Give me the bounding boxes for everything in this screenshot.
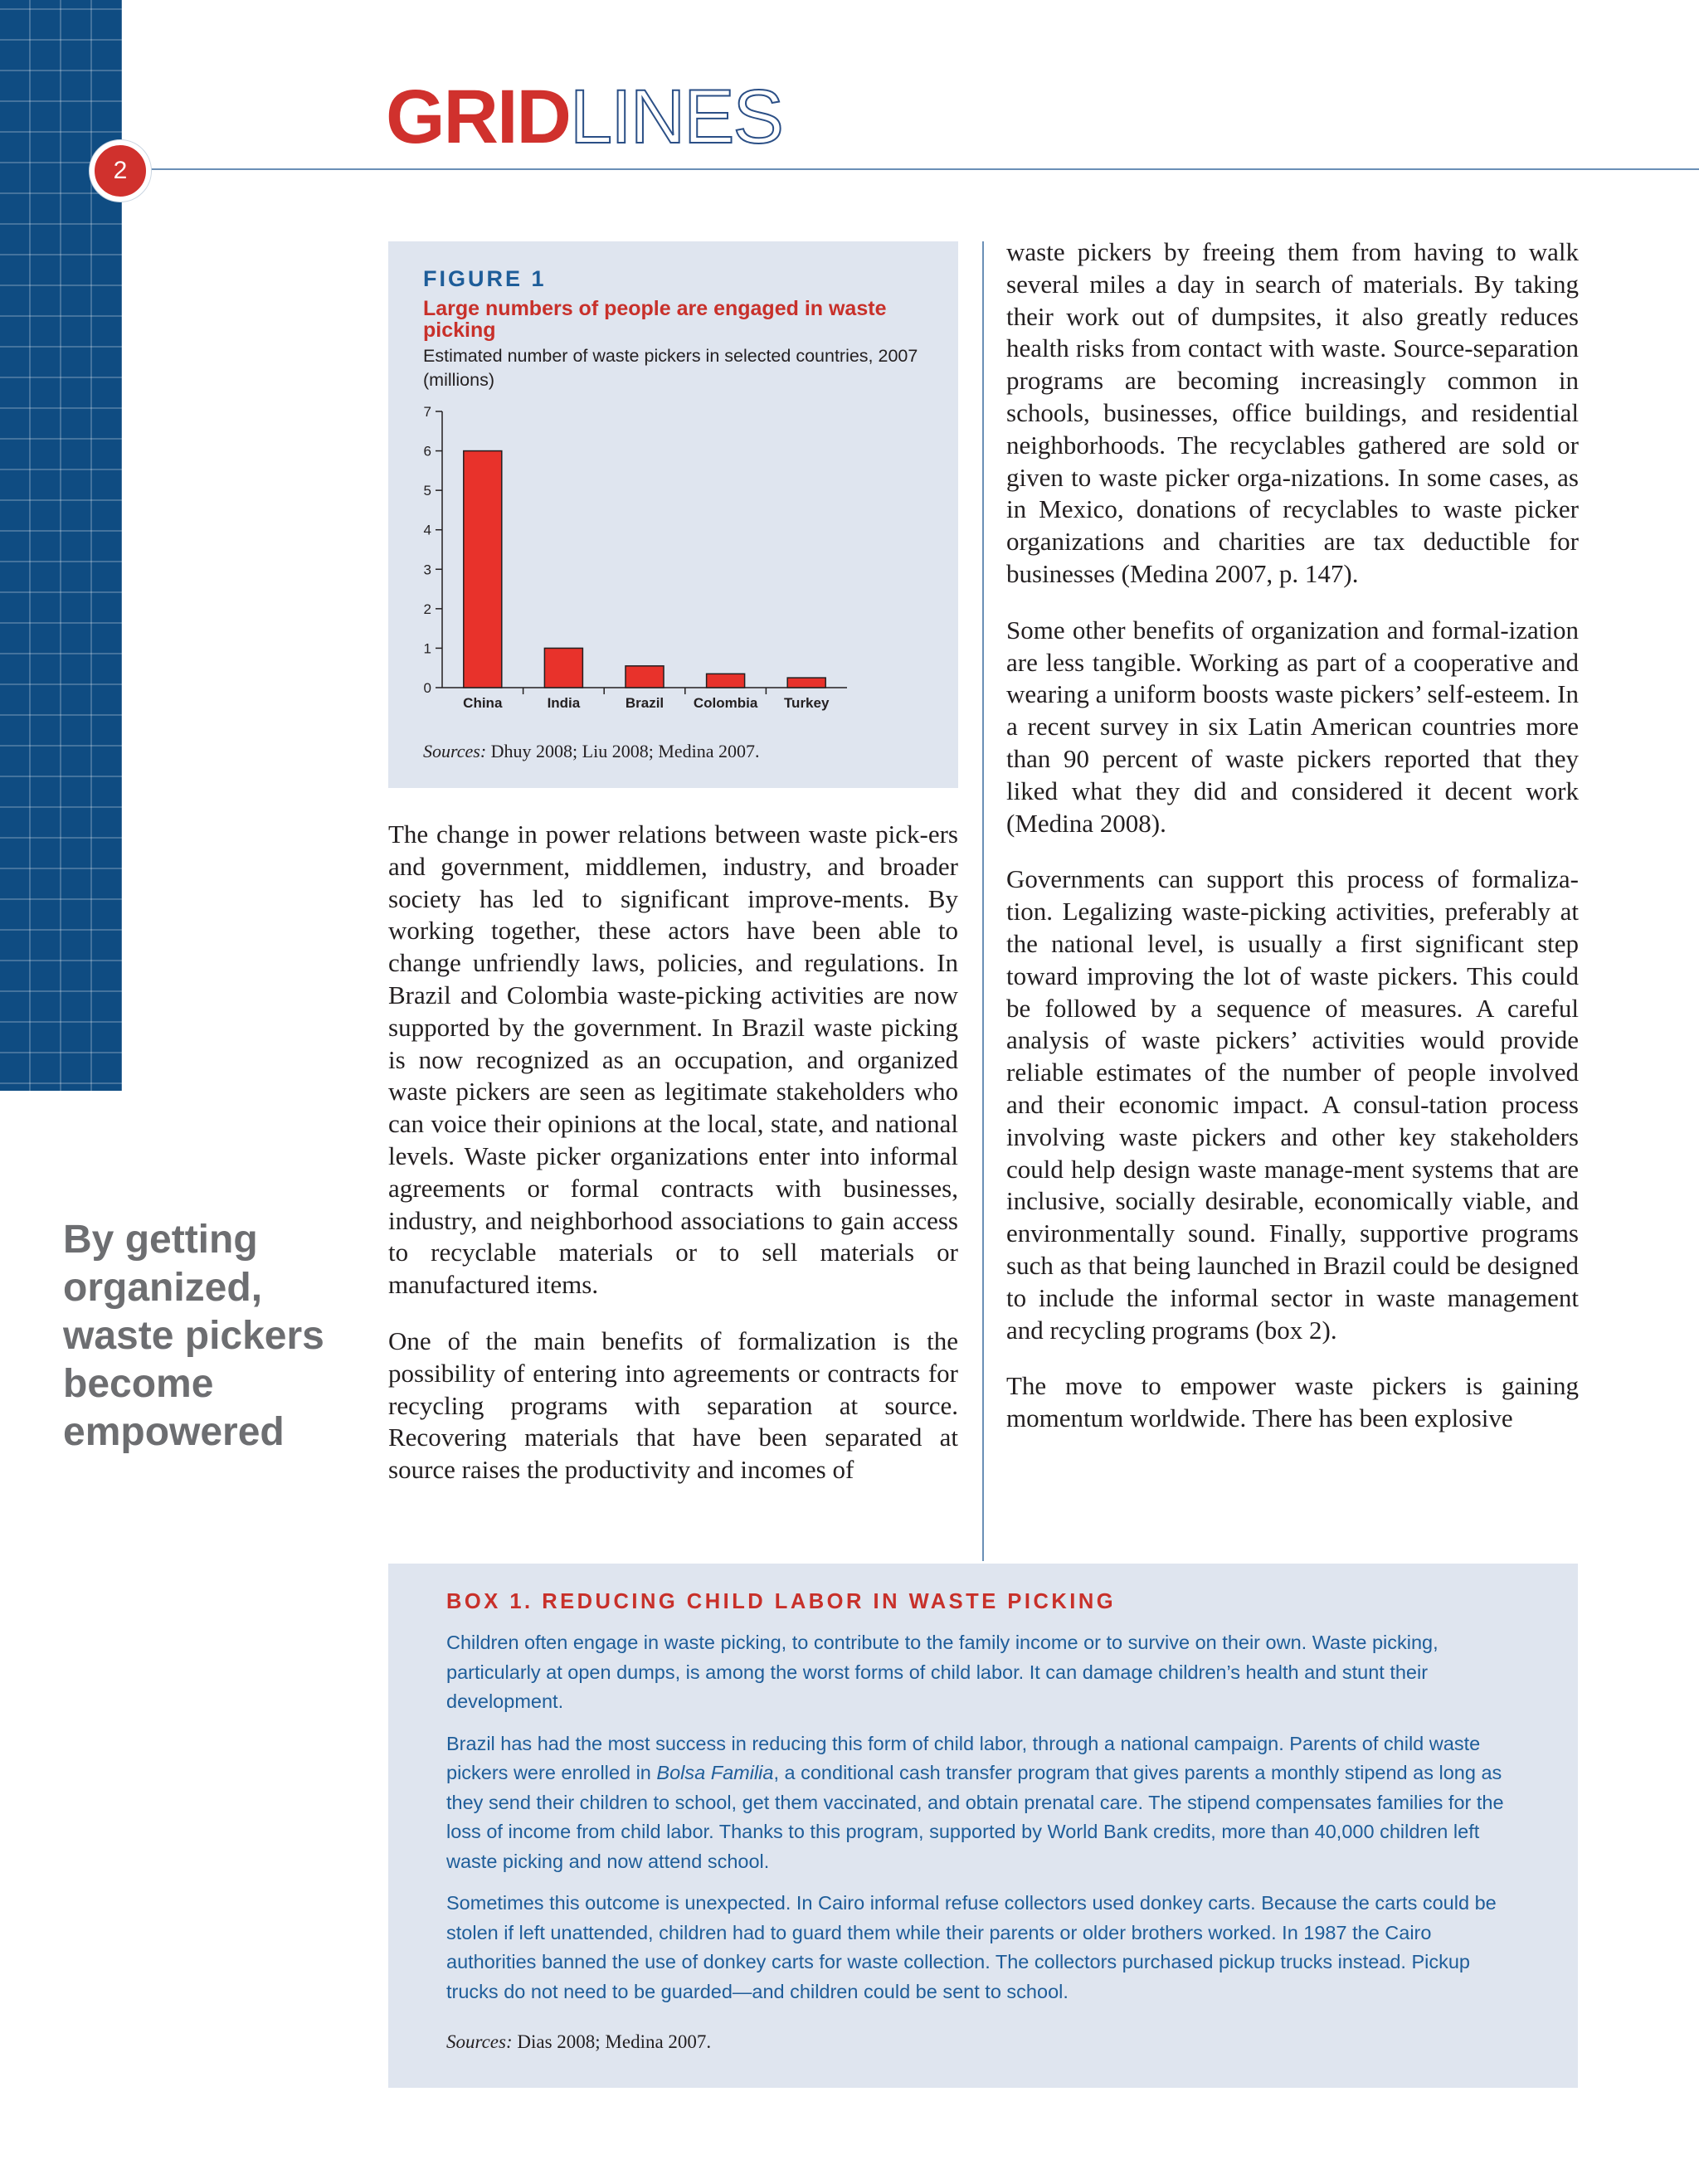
right-text-column xyxy=(1006,236,1579,1435)
x-label-china: China xyxy=(463,695,503,711)
figure-sources-label: Sources: xyxy=(423,741,487,761)
page-number-badge: 2 xyxy=(90,140,151,202)
bar-china xyxy=(464,451,502,688)
header-rule xyxy=(100,168,1699,170)
right-paragraph-1: waste pickers by freeing them from having to walk several miles a day in search of materials. By taking their work out of dumpsites, it also greatly reduces health risks from contact with waste. Source-separation programs are becoming increasingly common in schools, businesses, office buildings, and residential neighborhoods. The recyclables gathered are sold or given to waste picker orga-nizations. In some cases, as in Mexico, donations of recyclables to waste picker organizations and charities are tax deductible for businesses (Medina 2007, p. 147). xyxy=(1006,237,1579,588)
box-1-paragraph-2 xyxy=(446,1729,1521,1877)
left-text-column xyxy=(388,819,958,1486)
box-1-sources xyxy=(446,2031,711,2053)
masthead-bold: GRID xyxy=(386,75,570,159)
bar-india xyxy=(544,648,582,688)
x-label-turkey: Turkey xyxy=(783,695,830,711)
figure-sources-text: Dhuy 2008; Liu 2008; Medina 2007. xyxy=(486,741,760,761)
box-1-sources-label: Sources: xyxy=(446,2031,513,2052)
box-1-program-name: Bolsa Familia xyxy=(656,1762,774,1783)
box-1-paragraph-1: Children often engage in waste picking, to contribute to the family income or to survive on their own. Waste picking, particularly at open dumps, is among the worst forms of child labor. It can damage children’s health and stunt their development. xyxy=(446,1632,1439,1712)
y-tick-label-0: 0 xyxy=(423,680,431,696)
box-1-body xyxy=(446,1628,1521,2006)
box-1-paragraph-2-start: Brazil has had the most success in reducing this form of child labor, through a national campaign. Parents of child waste pickers were enrolled in xyxy=(446,1732,1481,1783)
box-1 xyxy=(388,1564,1578,2088)
figure-subtitle: Estimated number of waste pickers in selected countries, 2007 (millions) xyxy=(423,346,918,390)
bar-colombia xyxy=(707,674,745,688)
figure-label: FIGURE 1 xyxy=(423,266,547,291)
left-paragraph-2: One of the main benefits of formalization is the possibility of entering into agreements or contracts for recycling programs with separation at source. Recovering materials that have been separated at source raises the productivity and incomes of xyxy=(388,1325,958,1485)
figure-sources xyxy=(423,741,760,762)
figure-title: Large numbers of people are engaged in waste picking xyxy=(423,297,887,342)
bar-brazil xyxy=(626,666,664,688)
box-1-paragraph-2-end: , a conditional cash transfer program that gives parents a monthly stipend as long as they send their children to school, get them vaccinated, and obtain prenatal care. The stipend compensates families for the loss of income from child labor. Thanks to this program, supported by World Bank credits, more than 40,000 children left waste picking and now attend school. xyxy=(446,1762,1504,1872)
box-1-sources-text: Dias 2008; Medina 2007. xyxy=(512,2031,712,2052)
left-paragraph-1: The change in power relations between waste pick-ers and government, middlemen, industry, and broader society has led to significant improve-ments. By working together, these actors have been able to change unfriendly laws, policies, and regulations. In Brazil and Colombia waste-picking activities are now supported by the government. In Brazil waste picking is now recognized as an occupation, and organized waste pickers are seen as legitimate stakeholders who can voice their opinions at the local, state, and national levels. Waste picker organizations enter into informal agreements or formal contracts with businesses, industry, and neighborhood associations to gain access to recyclable materials or to sell materials or manufactured items. xyxy=(388,820,958,1300)
y-tick-label-5: 5 xyxy=(423,483,431,499)
y-tick-label-6: 6 xyxy=(423,443,431,460)
column-divider xyxy=(982,241,984,1561)
x-label-brazil: Brazil xyxy=(625,695,665,711)
box-1-title: BOX 1. REDUCING CHILD LABOR IN WASTE PICKING xyxy=(446,1590,1117,1613)
masthead-light: LINES xyxy=(570,75,782,159)
pull-quote: By getting organized, waste pickers become empowered xyxy=(63,1218,324,1454)
masthead-logo xyxy=(386,75,782,159)
right-paragraph-4: The move to empower waste pickers is gaining momentum worldwide. There has been explosive xyxy=(1006,1371,1579,1433)
x-label-colombia: Colombia xyxy=(693,695,758,711)
y-tick-label-7: 7 xyxy=(423,404,431,420)
x-label-india: India xyxy=(547,695,581,711)
figure-1-box xyxy=(388,241,958,788)
y-tick-label-1: 1 xyxy=(423,640,431,657)
y-tick-label-2: 2 xyxy=(423,601,431,617)
y-tick-label-4: 4 xyxy=(423,522,431,538)
y-tick-label-3: 3 xyxy=(423,562,431,578)
bar-turkey xyxy=(787,678,825,688)
right-paragraph-2: Some other benefits of organization and formal-ization are less tangible. Working as part of a cooperative and wearing a uniform boosts waste pickers’ self-esteem. In a recent survey in six Latin American countries more than 90 percent of waste pickers reported that they liked what they did and considered it decent work (Medina 2008). xyxy=(1006,615,1579,838)
box-1-paragraph-3: Sometimes this outcome is unexpected. In Cairo informal refuse collectors used donkey carts. Because the carts could be stolen if left unattended, children had to guard them while their parents or older brothers worked. In 1987 the Cairo authorities banned the use of donkey carts for waste collection. The collectors purchased pickup trucks instead. Pickup trucks do not need to be guarded—and children could be sent to school. xyxy=(446,1892,1497,2002)
right-paragraph-3: Governments can support this process of formaliza-tion. Legalizing waste-picking activities, preferably at the national level, is usually a first significant step toward improving the lot of waste pickers. This could be followed by a sequence of measures. A careful analysis of waste pickers’ activities would provide reliable estimates of the number of people involved and their economic impact. A consul-tation process involving waste pickers and other key stakeholders could help design waste manage-ment systems that are inclusive, socially desirable, economically viable, and environmentally sound. Finally, supportive programs such as that being launched in Brazil could be designed to include the informal sector in waste management and recycling programs (box 2). xyxy=(1006,864,1579,1345)
waste-pickers-bar-chart xyxy=(388,241,958,731)
